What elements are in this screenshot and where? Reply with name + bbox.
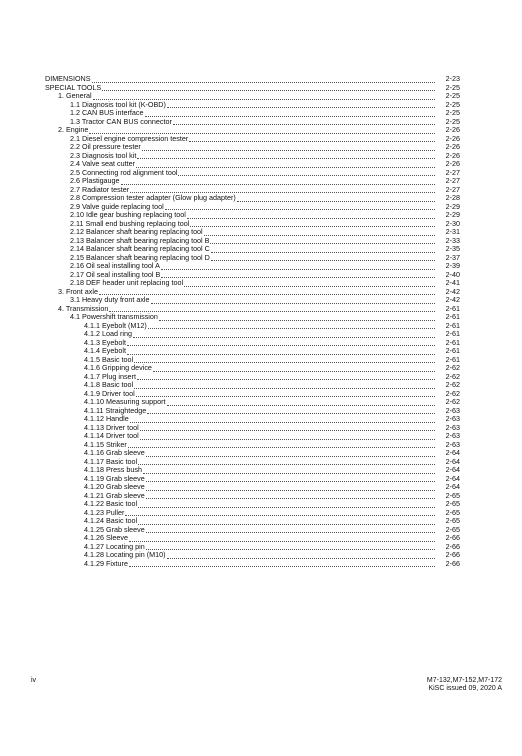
toc-entry[interactable] <box>0 228 522 237</box>
toc-entry-title: 2.1 Diesel engine compression tester <box>70 134 189 143</box>
toc-entry[interactable] <box>0 330 522 339</box>
toc-entry-title: 1.3 Tractor CAN BUS connector <box>70 117 172 126</box>
toc-entry-title: 4.1.7 Plug insert <box>84 372 136 381</box>
dot-leader <box>129 535 435 542</box>
dot-leader <box>146 475 435 482</box>
toc-entry-title: 4.1.24 Basic tool <box>84 517 138 525</box>
dot-leader <box>167 101 435 108</box>
toc-entry[interactable] <box>0 135 522 144</box>
toc-entry[interactable] <box>0 339 522 348</box>
dot-leader <box>137 152 435 159</box>
toc-entry-title: 4.1 Powershift transmission <box>70 313 158 321</box>
toc-entry-page: 2-39 <box>445 262 460 270</box>
toc-entry-page: 2-62 <box>445 389 460 398</box>
toc-entry-page: 2-29 <box>445 211 460 219</box>
toc-entry-page: 2-65 <box>445 500 460 508</box>
toc-entry-title: 2.4 Valve seat cutter <box>70 160 135 168</box>
toc-entry[interactable] <box>0 475 522 484</box>
toc-entry-page: 2-62 <box>445 398 460 406</box>
dot-leader <box>134 382 435 389</box>
toc-entry-title: 1.1 Diagnosis tool kit (K-OBD) <box>70 100 166 109</box>
toc-entry-title: 4.1.16 Grab sleeve <box>84 449 145 457</box>
dot-leader <box>137 373 435 380</box>
toc-entry[interactable] <box>0 101 522 110</box>
dot-leader <box>138 458 435 465</box>
toc-entry[interactable] <box>0 441 522 450</box>
dot-leader <box>142 144 435 151</box>
toc-entry-page: 2-41 <box>445 279 460 287</box>
toc-entry-page: 2-26 <box>445 143 460 151</box>
toc-entry[interactable] <box>0 169 522 178</box>
toc-entry[interactable] <box>0 288 522 297</box>
toc-entry-title: 1. General <box>58 92 92 100</box>
toc-entry-page: 2-63 <box>445 440 460 449</box>
toc-entry[interactable] <box>0 543 522 552</box>
toc-entry-page: 2-62 <box>445 372 460 381</box>
toc-entry[interactable] <box>0 75 522 84</box>
dot-leader <box>138 501 435 508</box>
toc-entry-page: 2-61 <box>445 304 460 313</box>
toc-entry[interactable] <box>0 373 522 382</box>
dot-leader <box>159 314 435 321</box>
toc-entry-page: 2-29 <box>445 202 460 211</box>
toc-entry-title: 3. Front axle <box>58 287 98 296</box>
toc-entry-page: 2-65 <box>445 491 460 500</box>
toc-entry[interactable] <box>0 364 522 373</box>
toc-entry-title: 4.1.20 Grab sleeve <box>84 483 145 491</box>
toc-entry[interactable] <box>0 109 522 118</box>
toc-entry-page: 2-25 <box>445 109 460 117</box>
dot-leader <box>145 110 435 117</box>
dot-leader <box>147 407 435 414</box>
dot-leader <box>140 424 435 431</box>
toc-entry-title: 4.1.9 Driver tool <box>84 389 135 398</box>
toc-entry[interactable] <box>0 534 522 543</box>
toc-entry[interactable] <box>0 415 522 424</box>
toc-entry[interactable] <box>0 118 522 127</box>
toc-entry-title: 2.8 Compression tester adapter (Glow plug adapter) <box>70 194 236 202</box>
toc-entry[interactable] <box>0 177 522 186</box>
toc-entry-page: 2-61 <box>445 338 460 347</box>
toc-entry[interactable] <box>0 313 522 322</box>
toc-entry-title: 4.1.14 Driver tool <box>84 432 139 440</box>
toc-entry-page: 2-61 <box>445 355 460 364</box>
toc-entry-page: 2-64 <box>445 466 460 474</box>
toc-entry-page: 2-66 <box>445 542 460 551</box>
toc-entry-title: 4.1.13 Driver tool <box>84 423 139 432</box>
dot-leader <box>146 450 435 457</box>
toc-entry[interactable] <box>0 424 522 433</box>
toc-entry-page: 2-31 <box>445 228 460 236</box>
dot-leader <box>121 178 435 185</box>
dot-leader <box>237 195 435 202</box>
toc-entry-title: 4.1.28 Locating pin (M10) <box>84 551 166 559</box>
toc-entry-title: 4.1.2 Load ring <box>84 330 132 338</box>
toc-entry[interactable] <box>0 322 522 331</box>
toc-entry-title: 4. Transmission <box>58 304 109 313</box>
toc-entry[interactable] <box>0 560 522 569</box>
dot-leader <box>178 169 435 176</box>
toc-entry-title: 4.1.12 Handle <box>84 415 129 423</box>
toc-entry-title: 4.1.1 Eyebolt (M12) <box>84 321 147 330</box>
toc-entry-title: 4.1.17 Basic tool <box>84 457 138 466</box>
dot-leader <box>189 135 435 142</box>
dot-leader <box>109 305 435 312</box>
toc-entry-page: 2-37 <box>445 253 460 262</box>
toc-entry[interactable] <box>0 398 522 407</box>
toc-entry-page: 2-27 <box>445 168 460 177</box>
toc-entry[interactable] <box>0 194 522 203</box>
toc-entry-page: 2-40 <box>445 270 460 279</box>
toc-entry-page: 2-28 <box>445 194 460 202</box>
toc-entry-title: 2.2 Oil pressure tester <box>70 143 141 151</box>
toc-entry-page: 2-66 <box>445 534 460 542</box>
toc-entry-page: 2-64 <box>445 449 460 457</box>
dot-leader <box>99 288 435 295</box>
toc-entry[interactable] <box>0 347 522 356</box>
toc-entry-title: 2.18 DEF header unit replacing tool <box>70 279 184 287</box>
toc-entry-page: 2-35 <box>445 245 460 253</box>
toc-entry[interactable] <box>0 160 522 169</box>
toc-entry[interactable] <box>0 245 522 254</box>
toc-entry-page: 2-64 <box>445 483 460 491</box>
toc-entry-page: 2-26 <box>445 151 460 160</box>
dot-leader <box>93 93 435 100</box>
toc-entry[interactable] <box>0 220 522 229</box>
dot-leader <box>211 254 435 261</box>
dot-leader <box>211 246 435 253</box>
toc-entry-page: 2-42 <box>445 287 460 296</box>
page-number: iv <box>31 677 37 684</box>
toc-entry[interactable] <box>0 186 522 195</box>
dot-leader <box>92 76 435 83</box>
toc-entry[interactable] <box>0 296 522 305</box>
toc-entry[interactable] <box>0 466 522 475</box>
toc-entry-title: 2.6 Plastigauge <box>70 177 120 185</box>
toc-entry-page: 2-63 <box>445 432 460 440</box>
toc-entry-page: 2-66 <box>445 551 460 559</box>
dot-leader <box>130 416 435 423</box>
toc-entry-title: 2.12 Balancer shaft bearing replacing tool <box>70 228 203 236</box>
dot-leader <box>133 331 435 338</box>
toc-entry-page: 2-27 <box>445 185 460 194</box>
dot-leader <box>89 127 435 134</box>
toc-entry[interactable] <box>0 237 522 246</box>
dot-leader <box>146 484 435 491</box>
toc-entry-page: 2-64 <box>445 457 460 466</box>
dot-leader <box>153 365 435 372</box>
toc-entry-title: 4.1.27 Locating pin <box>84 542 145 551</box>
dot-leader <box>146 492 435 499</box>
toc-entry[interactable] <box>0 526 522 535</box>
toc-entry-title: 4.1.25 Grab sleeve <box>84 525 145 534</box>
toc-entry-title: 4.1.21 Grab sleeve <box>84 491 145 500</box>
toc-entry-page: 2-25 <box>445 83 460 92</box>
toc-entry-title: 2.3 Diagnosis tool kit <box>70 151 137 160</box>
toc-entry[interactable] <box>0 126 522 135</box>
toc-entry[interactable] <box>0 254 522 263</box>
toc-entry-title: 4.1.19 Grab sleeve <box>84 474 145 483</box>
toc-entry[interactable] <box>0 262 522 271</box>
toc-entry[interactable] <box>0 84 522 93</box>
toc-entry-page: 2-63 <box>445 423 460 432</box>
toc-entry-title: 2. Engine <box>58 126 89 134</box>
toc-entry-title: 4.1.3 Eyebolt <box>84 338 126 347</box>
toc-entry-title: 4.1.26 Sleeve <box>84 534 128 542</box>
toc-entry-page: 2-64 <box>445 474 460 483</box>
toc-entry-page: 2-62 <box>445 364 460 372</box>
toc-entry[interactable] <box>0 492 522 501</box>
toc-entry[interactable] <box>0 143 522 152</box>
dot-leader <box>136 390 435 397</box>
dot-leader <box>167 552 435 559</box>
toc-entry-page: 2-65 <box>445 508 460 517</box>
toc-entry-title: 4.1.8 Basic tool <box>84 381 134 389</box>
dot-leader <box>151 297 435 304</box>
toc-entry[interactable] <box>0 271 522 280</box>
dot-leader <box>146 543 435 550</box>
dot-leader <box>125 509 435 516</box>
dot-leader <box>161 263 435 270</box>
toc-entry[interactable] <box>0 483 522 492</box>
toc-entry-page: 2-33 <box>445 236 460 245</box>
toc-entry[interactable] <box>0 407 522 416</box>
dot-leader <box>165 203 435 210</box>
toc-entry[interactable] <box>0 500 522 509</box>
toc-entry-page: 2-61 <box>445 347 460 355</box>
table-of-contents <box>0 75 522 568</box>
toc-entry-page: 2-26 <box>445 126 460 134</box>
toc-entry-title: 4.1.6 Gripping device <box>84 364 152 372</box>
dot-leader <box>136 161 435 168</box>
toc-entry-title: 2.14 Balancer shaft bearing replacing tool C <box>70 245 210 253</box>
toc-entry-page: 2-25 <box>445 92 460 100</box>
toc-entry[interactable] <box>0 390 522 399</box>
toc-entry-title: 2.10 Idle gear bushing replacing tool <box>70 211 186 219</box>
dot-leader <box>129 560 435 567</box>
toc-entry-page: 2-65 <box>445 517 460 525</box>
dot-leader <box>187 212 435 219</box>
toc-entry-title: 2.13 Balancer shaft bearing replacing tool B <box>70 236 210 245</box>
toc-entry[interactable] <box>0 458 522 467</box>
toc-entry[interactable] <box>0 152 522 161</box>
dot-leader <box>210 237 435 244</box>
dot-leader <box>102 84 435 91</box>
toc-entry-page: 2-63 <box>445 415 460 423</box>
dot-leader <box>127 339 435 346</box>
dot-leader <box>167 399 435 406</box>
toc-entry[interactable] <box>0 211 522 220</box>
dot-leader <box>190 220 435 227</box>
toc-entry-page: 2-61 <box>445 330 460 338</box>
dot-leader <box>134 356 435 363</box>
dot-leader <box>128 441 435 448</box>
toc-entry-page: 2-23 <box>445 75 460 83</box>
footer-info <box>427 677 502 693</box>
toc-entry[interactable] <box>0 432 522 441</box>
toc-entry[interactable] <box>0 517 522 526</box>
toc-entry-title: 2.16 Oil seal installing tool A <box>70 262 160 270</box>
dot-leader <box>127 348 435 355</box>
toc-entry-page: 2-30 <box>445 219 460 228</box>
toc-entry[interactable] <box>0 203 522 212</box>
toc-entry-title: 2.15 Balancer shaft bearing replacing tool D <box>70 253 210 262</box>
toc-entry[interactable] <box>0 381 522 390</box>
footer-issue: KiSC issued 09, 2020 A <box>428 685 502 692</box>
dot-leader <box>130 186 435 193</box>
toc-entry-title: 4.1.15 Striker <box>84 440 127 449</box>
toc-entry[interactable] <box>0 279 522 288</box>
toc-entry[interactable] <box>0 92 522 101</box>
dot-leader <box>173 118 435 125</box>
toc-entry-page: 2-62 <box>445 381 460 389</box>
toc-entry-title: 4.1.29 Fixture <box>84 559 128 568</box>
toc-entry[interactable] <box>0 305 522 314</box>
dot-leader <box>161 271 435 278</box>
toc-entry[interactable] <box>0 551 522 560</box>
dot-leader <box>138 518 435 525</box>
toc-entry-title: 2.9 Valve guide replacing tool <box>70 202 164 211</box>
toc-entry-title: SPECIAL TOOLS <box>45 83 102 92</box>
toc-entry[interactable] <box>0 449 522 458</box>
toc-entry-page: 2-26 <box>445 134 460 143</box>
toc-entry-title: 1.2 CAN BUS interface <box>70 109 144 117</box>
toc-entry-page: 2-42 <box>445 296 460 304</box>
dot-leader <box>143 467 435 474</box>
toc-entry-page: 2-63 <box>445 406 460 415</box>
toc-entry-title: 2.5 Connecting rod alignment tool <box>70 168 178 177</box>
toc-entry-title: 4.1.18 Press bush <box>84 466 142 474</box>
dot-leader <box>146 526 435 533</box>
toc-entry-title: 4.1.10 Measuring support <box>84 398 166 406</box>
toc-entry-title: 2.17 Oil seal installing tool B <box>70 270 161 279</box>
toc-entry-title: 4.1.5 Basic tool <box>84 355 134 364</box>
toc-entry-title: 2.7 Radiator tester <box>70 185 130 194</box>
dot-leader <box>204 229 435 236</box>
toc-entry-page: 2-61 <box>445 313 460 321</box>
toc-entry-page: 2-27 <box>445 177 460 185</box>
toc-entry-page: 2-25 <box>445 117 460 126</box>
toc-entry-page: 2-25 <box>445 100 460 109</box>
toc-entry-title: DIMENSIONS <box>45 75 91 83</box>
toc-entry[interactable] <box>0 356 522 365</box>
dot-leader <box>184 280 435 287</box>
toc-entry-title: 4.1.11 Straightedge <box>84 406 147 415</box>
toc-entry-page: 2-66 <box>445 559 460 568</box>
footer-models: M7-132,M7-152,M7-172 <box>426 677 502 684</box>
toc-entry-page: 2-26 <box>445 160 460 168</box>
toc-entry[interactable] <box>0 509 522 518</box>
toc-entry-title: 4.1.4 Eyebolt <box>84 347 126 355</box>
toc-entry-page: 2-65 <box>445 525 460 534</box>
toc-entry-page: 2-61 <box>445 321 460 330</box>
toc-entry-title: 3.1 Heavy duty front axle <box>70 296 150 304</box>
toc-entry-title: 2.11 Small end bushing replacing tool <box>70 219 190 228</box>
dot-leader <box>140 433 435 440</box>
toc-entry-title: 4.1.23 Puller <box>84 508 125 517</box>
dot-leader <box>148 322 435 329</box>
toc-entry-title: 4.1.22 Basic tool <box>84 500 138 508</box>
